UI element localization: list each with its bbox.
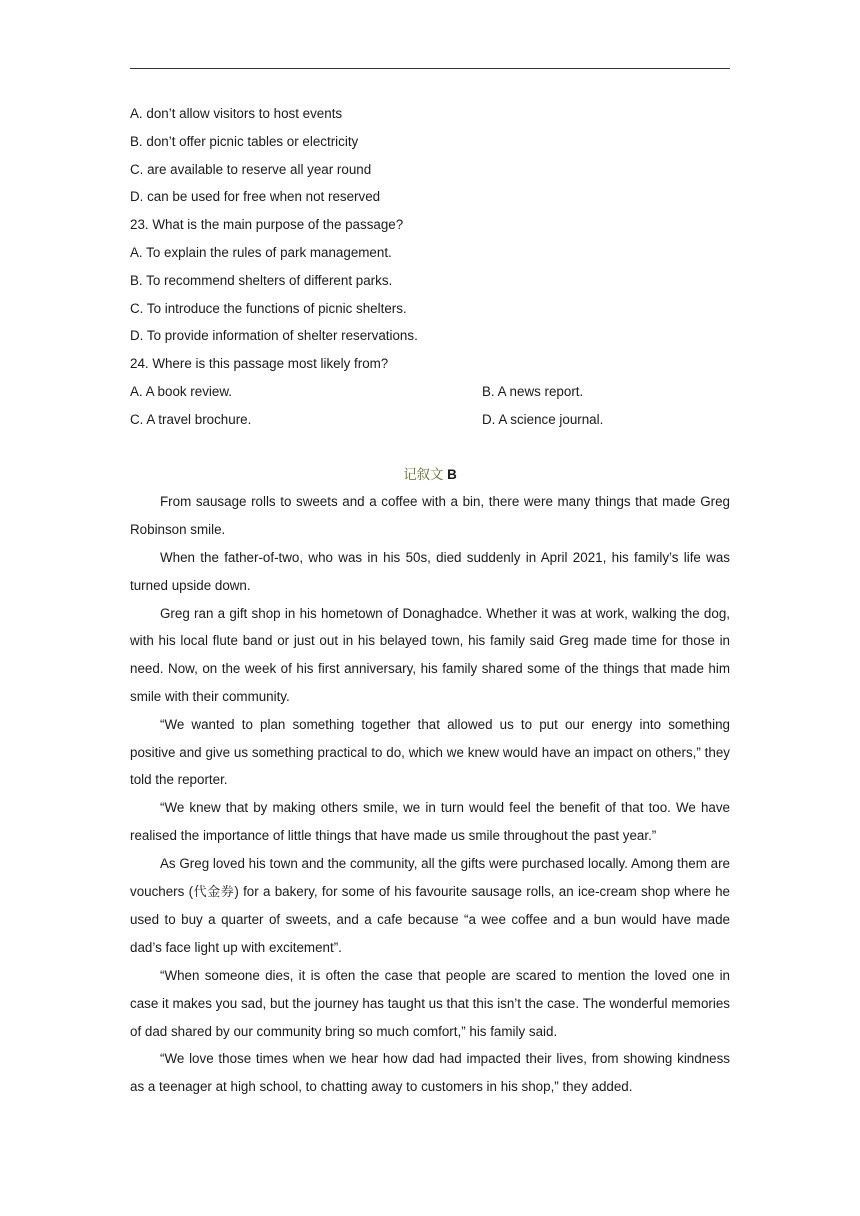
option-22-b: B. don’t offer picnic tables or electricity [130, 133, 359, 149]
option-24-b: B. A news report. [482, 383, 584, 399]
section-title-cn: 记叙文 [403, 466, 444, 482]
option-23-b: B. To recommend shelters of different parks. [130, 272, 393, 288]
option-23-c: C. To introduce the functions of picnic shelters. [130, 300, 407, 316]
page-content [130, 100, 730, 1101]
question-23-stem: 23. What is the main purpose of the passage? [130, 217, 404, 233]
paragraph-4: “We wanted to plan something together that allowed us to put our energy into something positive and give us something practical to do, which we knew would have an impact on others,” they told the reporter. [130, 716, 730, 788]
paragraph-6-after: ) for a bakery, for some of his favourite sausage rolls, an ice-cream shop where he used to buy a quarter of sweets, and a cafe because “a wee coffee and a bun would have made dad’s face light up with excitement”. [130, 883, 730, 956]
option-22-d: D. can be used for free when not reserved [130, 189, 381, 205]
option-23-a: A. To explain the rules of park management. [130, 244, 392, 260]
paragraph-5: “We knew that by making others smile, we in turn would feel the benefit of that too. We have realised the importance of little things that have made us smile throughout the past year.” [130, 800, 730, 843]
section-title-letter: B [443, 466, 457, 482]
options-24-row-1 [130, 378, 730, 406]
options-24-row-2 [130, 406, 730, 434]
paragraph-3: Greg ran a gift shop in his hometown of Donaghadce. Whether it was at work, walking the dog, with his local flute band or just out in his belayed town, his family said Greg made time for those in need. Now, on the week of his first anniversary, his family shared some of the things that made him smile with their community. [130, 605, 730, 704]
option-24-a: A. A book review. [130, 383, 232, 399]
section-title [130, 461, 730, 489]
paragraph-6 [130, 850, 730, 962]
paragraph-1: From sausage rolls to sweets and a coffee with a bin, there were many things that made Greg Robinson smile. [130, 494, 730, 538]
paragraph-6-before: As Greg loved his town and the community, all the gifts were purchased locally. Among them are vouchers ( [130, 855, 730, 899]
question-24-stem: 24. Where is this passage most likely from? [130, 356, 389, 372]
option-22-a: A. don’t allow visitors to host events [130, 106, 343, 121]
option-23-d: D. To provide information of shelter reservations. [130, 328, 418, 344]
option-22-c: C. are available to reserve all year round [130, 161, 372, 177]
header-rule [130, 68, 730, 69]
option-24-c: C. A travel brochure. [130, 411, 252, 427]
option-24-d: D. A science journal. [482, 411, 604, 427]
paragraph-2: When the father-of-two, who was in his 50s, died suddenly in April 2021, his family’s life was turned upside down. [130, 549, 730, 593]
paragraph-8: “We love those times when we hear how dad had impacted their lives, from showing kindness as a teenager at high school, to chatting away to customers in his shop,” they added. [130, 1051, 730, 1095]
paragraph-7: “When someone dies, it is often the case that people are scared to mention the loved one in case it makes you sad, but the journey has taught us that this isn’t the case. The wonderful memories of dad shared by our community bring so much comfort,” his family said. [130, 967, 730, 1039]
paragraph-6-gloss: 代金券 [193, 884, 235, 900]
